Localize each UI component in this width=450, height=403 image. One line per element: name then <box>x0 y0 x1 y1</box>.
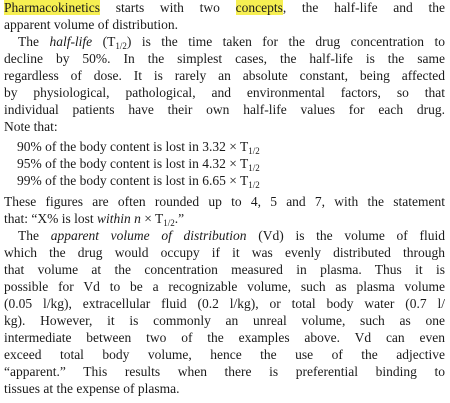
intro-line-1: Pharmacokinetics starts with two concepts, the half-life and the <box>4 0 445 15</box>
volume-line-3: that volume at the concentration measured in plasma. Thus it is <box>4 262 445 277</box>
volume-line-7: intermediate between two of the examples above. Vd can even <box>4 330 445 345</box>
list-item: 90% of the body content is lost in $3.32 \times T_{1/2}$ <box>17 139 260 155</box>
volume-line-9: “apparent.” This results when there is preferential binding to <box>4 364 445 379</box>
half-life-line-5: individual patients have their own half-life values for each drug. <box>4 102 445 117</box>
volume-line-8: exceed total body volume, hence the use of the adjective <box>4 347 445 362</box>
half-life-term: half-life <box>49 34 93 49</box>
highlight-concepts: concepts <box>235 0 283 15</box>
volume-line-1: The apparent volume of distribution (Vd) is the volume of fluid <box>18 228 445 243</box>
half-life-line-4: by physiological, pathological, and environmental factors, so that <box>4 85 445 100</box>
volume-line-6: kg). However, it is commonly an unreal volume, such as one <box>4 313 445 328</box>
rounding-line-2: that: “X% is lost within $n \times T_{1/2}$.” <box>4 211 185 227</box>
volume-line-4: possible for Vd to be a recognizable volume, such as plasma volume <box>4 279 445 294</box>
volume-line-10: tissues at the expense of plasma. <box>4 381 180 396</box>
intro-line-2: apparent volume of distribution. <box>4 17 178 32</box>
half-life-line-3: regardless of dose. It is rarely an absolute constant, being affected <box>4 68 445 83</box>
half-life-line-1: The half-life $(T_{1/2})$ is the time taken for the drug concentration to <box>18 34 445 50</box>
list-item: 99% of the body content is lost in $6.65 \times T_{1/2}$ <box>17 173 260 189</box>
highlight-pharmacokinetics: Pharmacokinetics <box>4 0 100 15</box>
list-item: 95% of the body content is lost in $4.32 \times T_{1/2}$ <box>17 156 260 172</box>
volume-line-5: (0.05 l/kg), extracellular fluid (0.2 l/kg), or total body water (0.7 l/ <box>4 296 445 311</box>
volume-term: apparent volume of distribution <box>50 228 247 243</box>
rounding-line-1: These figures are often rounded up to 4, 5 and 7, with the statement <box>4 194 445 209</box>
half-life-line-6: Note that: <box>4 119 58 134</box>
volume-line-2: which the drug would occupy if it was evenly distributed through <box>4 245 445 260</box>
half-life-line-2: decline by 50%. In the simplest cases, the half-life is the same <box>4 51 445 66</box>
